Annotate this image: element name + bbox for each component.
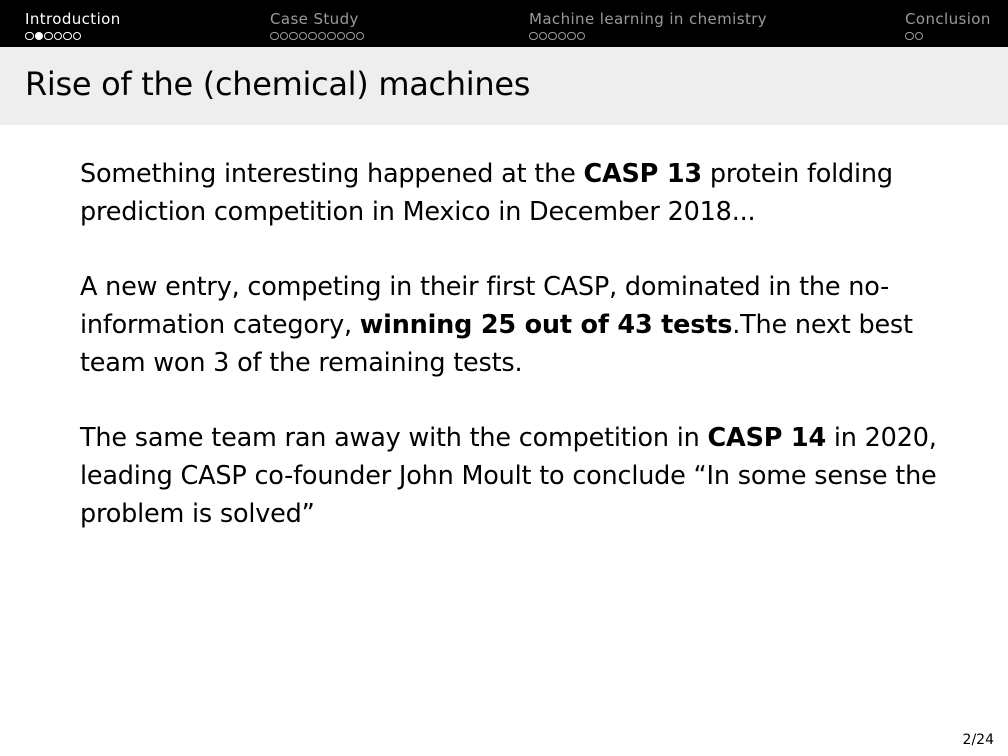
slide-dot[interactable] <box>299 32 308 41</box>
slide-dots <box>529 30 767 42</box>
page-number: 2/24 <box>962 732 994 748</box>
slide-dots <box>25 30 121 42</box>
slide-dot[interactable] <box>73 32 82 41</box>
page-total: 24 <box>976 732 994 748</box>
slide-dot[interactable] <box>44 32 53 41</box>
slide-dot[interactable] <box>25 32 34 41</box>
slide-dot[interactable] <box>539 32 548 41</box>
nav-section-label[interactable]: Machine learning in chemistry <box>529 10 768 28</box>
slide-dot[interactable] <box>308 32 317 41</box>
slide-dot[interactable] <box>289 32 298 41</box>
frame-title-bar <box>0 47 1008 125</box>
slide-dot[interactable] <box>558 32 567 41</box>
nav-section-introduction[interactable] <box>25 10 121 42</box>
nav-section-machine-learning[interactable] <box>529 10 767 42</box>
text-run: protein folding prediction competition in Mexico in December 2018... <box>80 159 893 227</box>
slide-dot[interactable] <box>318 32 327 41</box>
text-run: in 2020, leading CASP co-founder John Moult to conclude “In some sense the problem is solved” <box>80 423 937 529</box>
slide-dot[interactable] <box>337 32 346 41</box>
nav-section-conclusion[interactable] <box>905 10 991 42</box>
page-current: 2 <box>962 732 972 748</box>
slide-dots <box>905 30 991 42</box>
bold-text-winning: winning 25 out of 43 tests <box>359 310 733 340</box>
slide-dot[interactable] <box>270 32 279 41</box>
nav-section-label[interactable]: Conclusion <box>905 10 991 28</box>
slide-dot[interactable] <box>54 32 63 41</box>
slide-dot-current[interactable] <box>35 32 44 41</box>
section-navigation-bar <box>0 0 1008 47</box>
text-run: A new entry, competing in their first CASP, dominated in the no-information category, <box>80 272 890 340</box>
paragraph-casp13 <box>80 155 960 231</box>
nav-section-label[interactable]: Case Study <box>270 10 359 28</box>
slide-dot[interactable] <box>567 32 576 41</box>
slide-dot[interactable] <box>905 32 914 41</box>
slide-dot[interactable] <box>346 32 355 41</box>
slide-dot[interactable] <box>327 32 336 41</box>
paragraph-casp14 <box>80 419 960 533</box>
slide-dot[interactable] <box>280 32 289 41</box>
slide-body <box>80 155 960 570</box>
bold-text-casp14: CASP 14 <box>707 423 826 453</box>
nav-section-label[interactable]: Introduction <box>25 10 121 28</box>
text-run: Something interesting happened at the <box>80 159 584 189</box>
bold-text-casp13: CASP 13 <box>583 159 702 189</box>
paragraph-new-entry <box>80 268 960 382</box>
slide-dot[interactable] <box>577 32 586 41</box>
text-run: The same team ran away with the competition in <box>80 423 708 453</box>
slide-dot[interactable] <box>356 32 365 41</box>
slide-dots <box>270 30 364 42</box>
slide-dot[interactable] <box>529 32 538 41</box>
slide-dot[interactable] <box>548 32 557 41</box>
slide-dot[interactable] <box>63 32 72 41</box>
nav-section-case-study[interactable] <box>270 10 364 42</box>
slide-title: Rise of the (chemical) machines <box>25 65 531 103</box>
slide-dot[interactable] <box>915 32 924 41</box>
text-run: .The next best team won 3 of the remaining tests. <box>80 310 913 378</box>
